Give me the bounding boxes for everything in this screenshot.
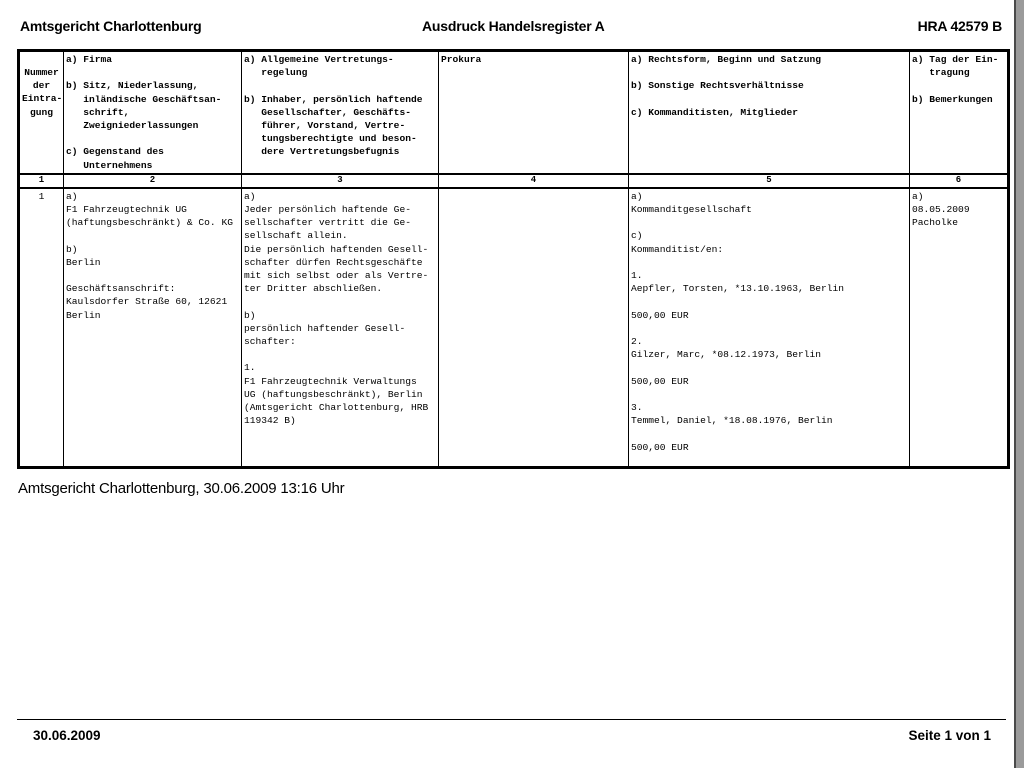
text-line: mit sich selbst oder als Vertre- — [244, 270, 429, 282]
header-cell-2 — [64, 51, 242, 174]
legal-form-cell — [629, 188, 910, 468]
text-line: 1. — [631, 269, 643, 281]
page-indicator: Seite 1 von 1 — [908, 728, 991, 743]
header-cell-1 — [19, 51, 64, 174]
court-name: Amtsgericht Charlottenburg — [20, 18, 202, 34]
text-line: b) Sitz, Niederlassung, — [66, 80, 199, 92]
text-line: dere Vertretungsbefugnis — [244, 146, 400, 158]
text-line: Temmel, Daniel, *18.08.1976, Berlin — [631, 415, 833, 427]
text-line — [244, 295, 436, 308]
text-line: sellschafter vertritt die Ge- — [244, 217, 411, 229]
text-line: a) Allgemeine Vertretungs- — [244, 54, 394, 65]
header-cell-3 — [242, 51, 439, 174]
text-line — [631, 388, 907, 401]
text-line — [631, 295, 907, 308]
text-line: schafter: — [244, 336, 296, 348]
text-line: F1 Fahrzeugtechnik UG — [66, 204, 187, 215]
header-cell-6 — [910, 51, 1009, 174]
text-line: Jeder persönlich haftende Ge- — [244, 204, 411, 215]
column-number-3: 3 — [242, 174, 439, 188]
text-line: tragung — [912, 67, 970, 79]
text-line: (haftungsbeschränkt) & Co. KG — [66, 217, 233, 229]
text-line: a) — [244, 190, 256, 202]
text-line: Nummer — [24, 67, 59, 78]
text-line: Eintra- — [22, 93, 63, 105]
text-line: Prokura — [441, 54, 482, 65]
text-line: schrift, — [66, 106, 130, 118]
text-line: regelung — [244, 67, 308, 79]
text-line: Kommanditgesellschaft — [631, 204, 752, 215]
text-line — [66, 229, 239, 242]
column-number-1: 1 — [19, 174, 64, 188]
text-line: a) — [912, 190, 924, 202]
text-line: b) Bemerkungen — [912, 93, 993, 105]
text-line: c) Gegenstand des — [66, 146, 164, 158]
table-row — [19, 188, 1009, 468]
text-line — [631, 361, 907, 374]
text-line: Die persönlich haftenden Gesell- — [244, 243, 429, 255]
text-line: Geschäftsanschrift: — [66, 283, 176, 295]
text-line: 2. — [631, 335, 643, 347]
printout-timestamp: Amtsgericht Charlottenburg, 30.06.2009 13:16 Uhr — [18, 480, 345, 497]
text-line: b) Sonstige Rechtsverhältnisse — [631, 80, 804, 92]
text-line — [631, 322, 907, 335]
text-line: 119342 B) — [244, 415, 296, 427]
text-line — [66, 269, 239, 282]
column-number-5: 5 — [629, 174, 910, 188]
representation-cell — [242, 188, 439, 468]
text-line: ter Dritter abschließen. — [244, 283, 383, 295]
text-line: Unternehmens — [66, 159, 153, 171]
text-line — [631, 256, 907, 269]
text-line: persönlich haftender Gesell- — [244, 322, 406, 334]
text-line: Kommanditist/en: — [631, 243, 724, 255]
text-line: Kaulsdorfer Straße 60, 12621 — [66, 296, 228, 308]
text-line: Gilzer, Marc, *08.12.1973, Berlin — [631, 349, 821, 361]
text-line: sellschaft allein. — [244, 230, 348, 242]
header-cell-5 — [629, 51, 910, 174]
document-title: Ausdruck Handelsregister A — [422, 18, 605, 34]
text-line: Aepfler, Torsten, *13.10.1963, Berlin — [631, 283, 845, 295]
header-cell-4 — [439, 51, 629, 174]
register-number: HRA 42579 B — [917, 18, 1002, 34]
footer-date: 30.06.2009 — [33, 728, 101, 743]
text-line: Pacholke — [912, 217, 959, 229]
window-edge — [1014, 0, 1024, 768]
text-line: inländische Geschäftsan- — [66, 93, 222, 105]
text-line — [912, 79, 1005, 92]
table-header-row — [19, 51, 1009, 174]
text-line — [631, 216, 907, 229]
column-number-2: 2 — [64, 174, 242, 188]
text-line: schafter dürfen Rechtsgeschäfte — [244, 256, 423, 268]
entry-date-cell — [910, 188, 1009, 468]
column-number-row — [19, 174, 1009, 188]
text-line: 500,00 EUR — [631, 375, 689, 387]
text-line: a) Rechtsform, Beginn und Satzung — [631, 54, 821, 65]
column-number-6: 6 — [910, 174, 1009, 188]
text-line: b) — [244, 309, 256, 321]
text-line — [66, 66, 239, 79]
text-line: 08.05.2009 — [912, 204, 970, 215]
text-line: 500,00 EUR — [631, 309, 689, 321]
text-line: 1 — [38, 190, 45, 202]
text-line: b) — [66, 243, 78, 255]
text-line: c) — [631, 230, 643, 242]
text-line — [244, 348, 436, 361]
text-line — [244, 79, 436, 92]
text-line: 500,00 EUR — [631, 441, 689, 453]
text-line — [631, 93, 907, 106]
text-line: a) Tag der Ein- — [912, 54, 999, 65]
column-number-4: 4 — [439, 174, 629, 188]
text-line: a) — [66, 190, 78, 202]
footer-divider — [17, 719, 1006, 720]
text-line: tungsberechtigte und beson- — [244, 133, 417, 145]
text-line: c) Kommanditisten, Mitglieder — [631, 106, 798, 118]
register-table — [17, 49, 1010, 469]
text-line: der — [32, 80, 51, 92]
entry-number-cell — [19, 188, 64, 468]
text-line — [66, 132, 239, 145]
text-line: Zweigniederlassungen — [66, 120, 199, 131]
text-line: gung — [29, 106, 54, 118]
text-line: Gesellschafter, Geschäfts- — [244, 106, 411, 118]
text-line: a) Firma — [66, 54, 113, 65]
text-line: UG (haftungsbeschränkt), Berlin — [244, 388, 423, 400]
firm-cell — [64, 188, 242, 468]
text-line — [631, 66, 907, 79]
text-line: 1. — [244, 362, 256, 374]
prokura-cell — [439, 188, 629, 468]
text-line: Berlin — [66, 256, 101, 268]
text-line: (Amtsgericht Charlottenburg, HRB — [244, 402, 429, 414]
text-line: 3. — [631, 401, 643, 413]
text-line: Berlin — [66, 309, 101, 321]
text-line: a) — [631, 190, 643, 202]
text-line: b) Inhaber, persönlich haftende — [244, 93, 423, 105]
text-line: F1 Fahrzeugtechnik Verwaltungs — [244, 375, 417, 387]
text-line — [631, 427, 907, 440]
text-line: führer, Vorstand, Vertre- — [244, 120, 406, 131]
